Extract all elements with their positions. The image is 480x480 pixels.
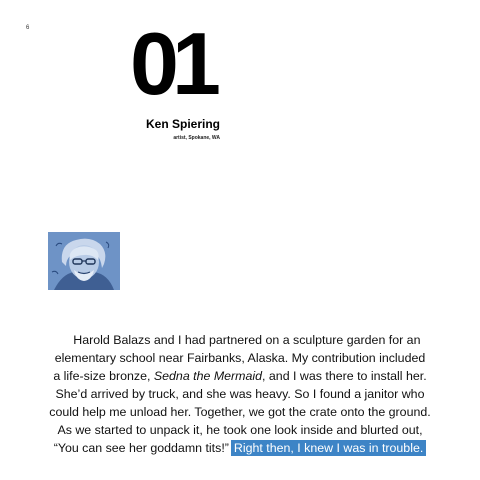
author-subtitle: artist, Spokane, WA <box>173 135 220 141</box>
story-line: Harold Balazs and I had partnered on a sculpture garden for an <box>73 333 421 347</box>
selected-text-highlight[interactable]: Right then, I knew I was in trouble. <box>231 440 426 456</box>
chapter-number: 01 <box>130 14 214 113</box>
sculpture-title: Sedna the Mermaid <box>153 369 263 383</box>
author-name: Ken Spiering <box>145 117 220 131</box>
story-text <box>20 331 460 457</box>
author-portrait <box>48 232 120 290</box>
story-line: “You can see her goddamn tits!” Right then, I knew I was in trouble. <box>20 439 460 457</box>
story-line: a life-size bronze, Sedna the Mermaid, and I was there to install her. <box>53 369 427 383</box>
story-line: As we started to unpack it, he took one look inside and blurted out, <box>57 423 423 437</box>
story-line: could help me unload her. Together, we got the crate onto the ground. <box>49 405 431 419</box>
page-marker: 6 <box>26 25 30 31</box>
story-line: elementary school near Fairbanks, Alaska. My contribution included <box>54 351 426 365</box>
story-line: She’d arrived by truck, and she was heavy. So I found a janitor who <box>55 387 425 401</box>
